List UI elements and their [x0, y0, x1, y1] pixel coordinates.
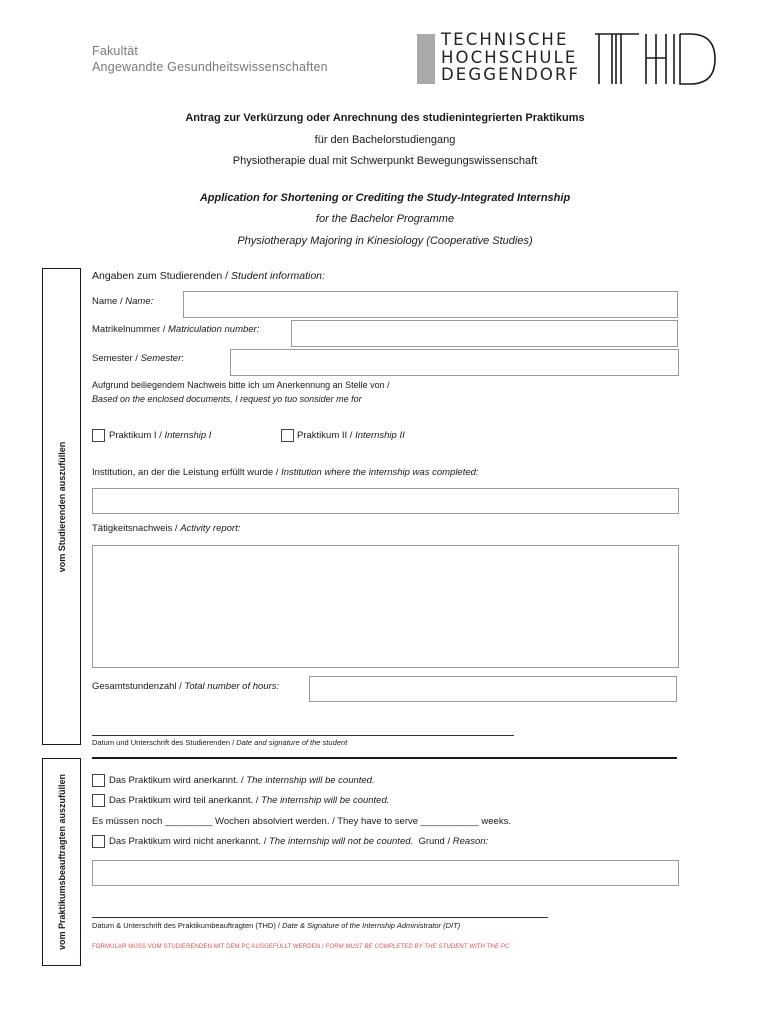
admin-section-side-box: [42, 758, 81, 966]
title-german: Antrag zur Verkürzung oder Anrechnung des studienintegrierten Praktikums: [185, 112, 585, 124]
total-hours-field[interactable]: [309, 676, 677, 702]
faculty-name: [92, 43, 328, 75]
logo-wordmark: [441, 31, 580, 84]
partially-counted-checkbox[interactable]: [92, 794, 105, 807]
internship-1-checkbox[interactable]: [92, 429, 105, 442]
name-field[interactable]: [183, 291, 678, 318]
internship-1-label: Praktikum I / Internship I: [109, 430, 212, 441]
name-label: Name / Name:: [92, 296, 154, 307]
student-signature-caption: Datum und Unterschrift des Studierenden / Date and signature of the student: [92, 738, 348, 747]
internship-2-checkbox[interactable]: [281, 429, 294, 442]
subtitle-german-2: Physiotherapie dual mit Schwerpunkt Bewegungswissenschaft: [232, 155, 538, 167]
subtitle-english-1: for the Bachelor Programme: [315, 213, 455, 225]
semester-label: Semester / Semester:: [92, 353, 184, 364]
thd-logo-mark: [594, 32, 718, 86]
faculty-line-2: Angewandte Gesundheitswissenschaften: [92, 60, 328, 74]
admin-signature-caption: Datum & Unterschrift des Praktikumbeauftragten (THD) / Date & Signature of the Internship Administrator (DIT): [92, 921, 461, 930]
counted-checkbox[interactable]: [92, 774, 105, 787]
not-counted-checkbox[interactable]: [92, 835, 105, 848]
subtitle-english-2: Physiotherapy Majoring in Kinesiology (Cooperative Studies): [237, 235, 533, 247]
logo-line-1: TECHNISCHE: [441, 30, 569, 49]
institution-field[interactable]: [92, 488, 679, 514]
request-text-english: Based on the enclosed documents, I request yo tuo sonsider me for: [92, 394, 362, 404]
request-text-german: Aufgrund beiliegendem Nachweis bitte ich um Anerkennung an Stelle von /: [92, 380, 390, 390]
logo-line-2: HOCHSCHULE: [441, 47, 578, 67]
title-english: Application for Shortening or Crediting the Study-Integrated Internship: [199, 192, 571, 204]
internship-2-label: Praktikum II / Internship II: [297, 430, 405, 441]
not-counted-label: Das Praktikum wird nicht anerkannt. / The internship will not be counted. Grund / Reason:: [109, 836, 489, 847]
logo-line-3: DEGGENDORF: [441, 65, 581, 84]
matriculation-label: Matrikelnummer / Matriculation number:: [92, 324, 260, 335]
student-section-side-box: [42, 268, 81, 745]
reason-field[interactable]: [92, 860, 679, 886]
section-separator: [92, 757, 677, 759]
activity-report-label: Tätigkeitsnachweis / Activity report:: [92, 523, 241, 534]
partially-counted-label: Das Praktikum wird teil anerkannt. / The internship will be counted.: [109, 795, 390, 806]
faculty-line-1: Fakultät: [92, 44, 139, 58]
admin-signature-line: [92, 917, 548, 918]
student-signature-line: [92, 735, 514, 736]
logo-bar: [417, 34, 435, 84]
weeks-remaining-line: Es müssen noch _________ Wochen absolviert werden. / They have to serve ___________ weeks.: [92, 816, 511, 827]
matriculation-field[interactable]: [291, 320, 678, 347]
student-info-heading: Angaben zum Studierenden / Student information:: [92, 270, 325, 282]
institution-label: Institution, an der die Leistung erfüllt wurde / Institution where the internship was completed:: [92, 467, 479, 478]
student-side-label: vom Studierenden auszufüllen: [56, 441, 67, 572]
semester-field[interactable]: [230, 349, 679, 376]
total-hours-label: Gesamtstundenzahl / Total number of hours:: [92, 681, 280, 692]
pc-completion-note: FORMULAR MUSS VOM STUDIERENDEN MIT DEM PC AUSGEFÜLLT WERDEN / FORM MUST BE COMPLETED BY THE STUDENT WITH THE PC: [92, 944, 510, 950]
subtitle-german-1: für den Bachelorstudiengang: [314, 134, 456, 146]
activity-report-textarea[interactable]: [92, 545, 679, 668]
counted-label: Das Praktikum wird anerkannt. / The internship will be counted.: [109, 775, 375, 786]
admin-side-label: vom Praktikumsbeauftragten auszufüllen: [56, 773, 67, 951]
